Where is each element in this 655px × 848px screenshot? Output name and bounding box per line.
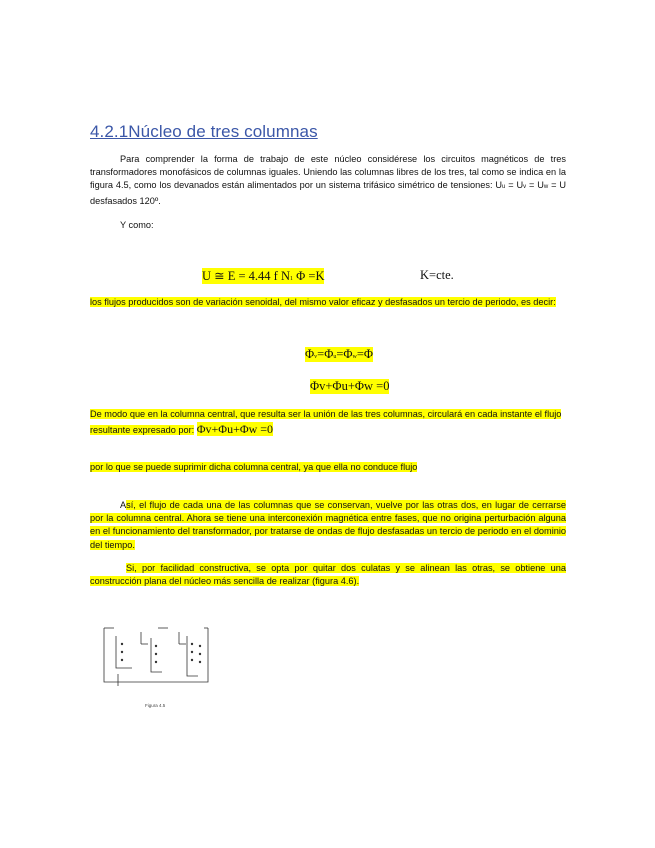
equation-constant: K=cte. — [420, 268, 454, 282]
paragraph-y-como: Y como: — [120, 220, 154, 230]
equation-flux-sum: Φv+Φu+Φw =0 — [310, 379, 390, 393]
paragraph-suprimir: por lo que se puede suprimir dicha columna central, ya que ella no conduce flujo — [90, 462, 418, 472]
equation-flux-equal: Φv=Φu=Φw=Φ — [305, 347, 374, 361]
equation-voltage: U ≅ E = 4.44 f N1 Φ =K — [202, 269, 325, 283]
paragraph-asi: Así, el flujo de cada una de las columnas que se conservan, vuelve por las otras dos, en lugar de cerrarse por la columna central. Ahora se tiene una interconexión magnética entre fases, que no origina perturbación alguna en el funcionamiento del transformador, por tratarse de ondas de flujo desfasadas un tercio de periodo en el dominio del tiempo. — [90, 500, 566, 550]
paragraph-columna-central: De modo que en la columna central, que resulta ser la unión de las tres columnas, circulará en cada instante el flujo resultante expresado por: Φv+Φu+Φw =0 — [90, 409, 562, 436]
paragraph-intro: Para comprender la forma de trabajo de este núcleo considérese los circuitos magnéticos de tres transformadores monofásicos de columnas iguales. Uniendo las columnas libres de los tres, tal como se indica en la figura 4.5, como los devanados están alimentados por un sistema trifásico simétrico de tensiones: Uu = Uv = Uw = U desfasados 120º. — [90, 154, 567, 206]
paragraph-facilidad: Si, por facilidad constructiva, se opta por quitar dos culatas y se alinean las otras, se obtiene una construcción plana del núcleo más sencilla de realizar (figura 4.6). — [90, 563, 566, 587]
paragraph-flujos: los flujos producidos son de variación senoidal, del mismo valor eficaz y desfasados un tercio de periodo, es decir: — [90, 297, 556, 307]
transformer-figure — [96, 622, 221, 694]
figure-caption: Figura 4.5 — [145, 703, 166, 708]
section-heading: 4.2.1Núcleo de tres columnas — [90, 122, 318, 141]
